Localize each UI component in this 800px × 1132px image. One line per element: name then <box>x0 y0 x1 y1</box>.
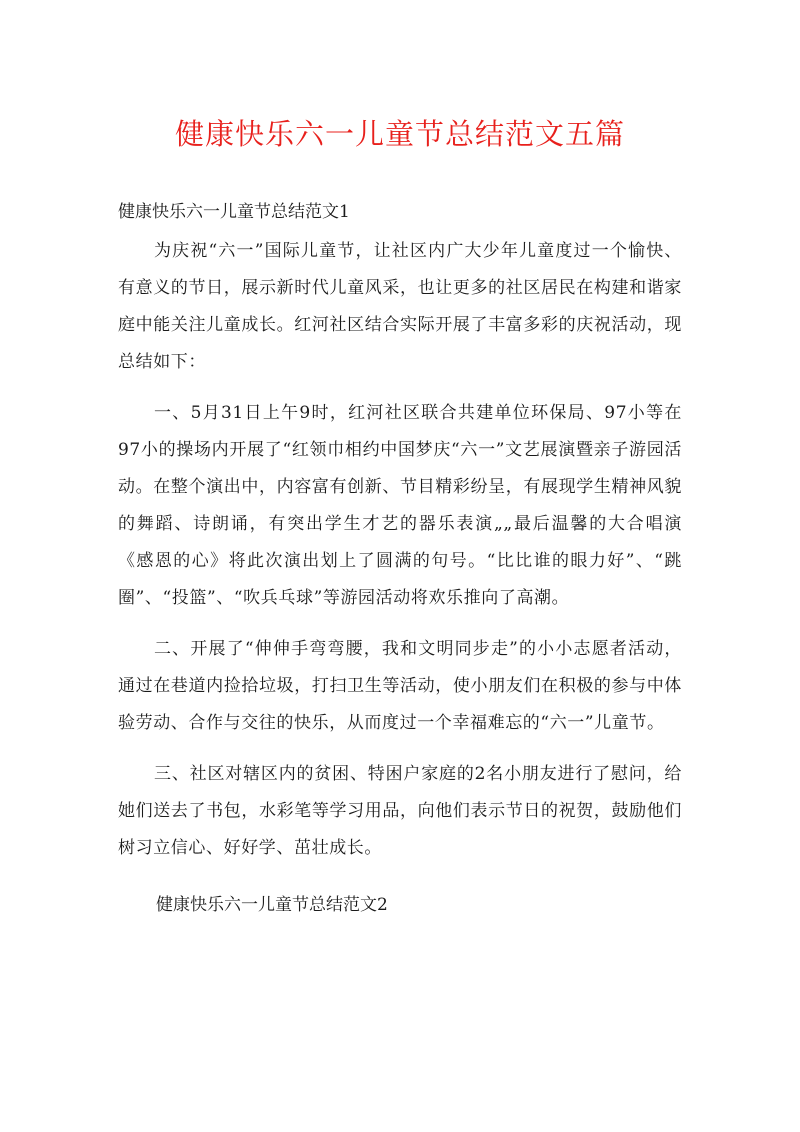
document-title: 健康快乐六一儿童节总结范文五篇 <box>174 117 625 151</box>
section-heading-2: 健康快乐六一儿童节总结范文2 <box>156 895 388 915</box>
section-heading-1: 健康快乐六一儿童节总结范文1 <box>118 202 350 222</box>
paragraph-item-1: 一、5月31日上午9时，红河社区联合共建单位环保局、97小等在97小的操场内开展了“红领巾相约中国梦庆“六一”文艺展演暨亲子游园活动。在整个演出中，内容富有创新、节目精彩纷呈，有展现学生精神风貌的舞蹈、诗朗诵，有突出学生才艺的器乐表演„„最后温馨的大合唱演《感恩的心》将此次演出划上了圆满的句号。“比比谁的眼力好”、“跳圈”、“投篮”、“吹兵乓球”等游园活动将欢乐推向了高潮。 <box>118 403 682 608</box>
paragraph-item-3: 三、社区对辖区内的贫困、特困户家庭的2名小朋友进行了慰问，给她们送去了书包，水彩笔等学习用品，向他们表示节日的祝贺，鼓励他们树习立信心、好好学、茁壮成长。 <box>118 764 682 858</box>
paragraph-item-2: 二、开展了“伸伸手弯弯腰，我和文明同步走”的小小志愿者活动，通过在巷道内捡拾垃圾，打扫卫生等活动，使小朋友们在积极的参与中体验劳动、合作与交往的快乐，从而度过一个幸福难忘的“六一”儿童节。 <box>118 639 682 733</box>
paragraph-intro: 为庆祝“六一”国际儿童节，让社区内广大少年儿童度过一个愉快、有意义的节日，展示新时代儿童风采，也让更多的社区居民在构建和谐家庭中能关注儿童成长。红河社区结合实际开展了丰富多彩的庆祝活动，现总结如下： <box>118 241 682 372</box>
